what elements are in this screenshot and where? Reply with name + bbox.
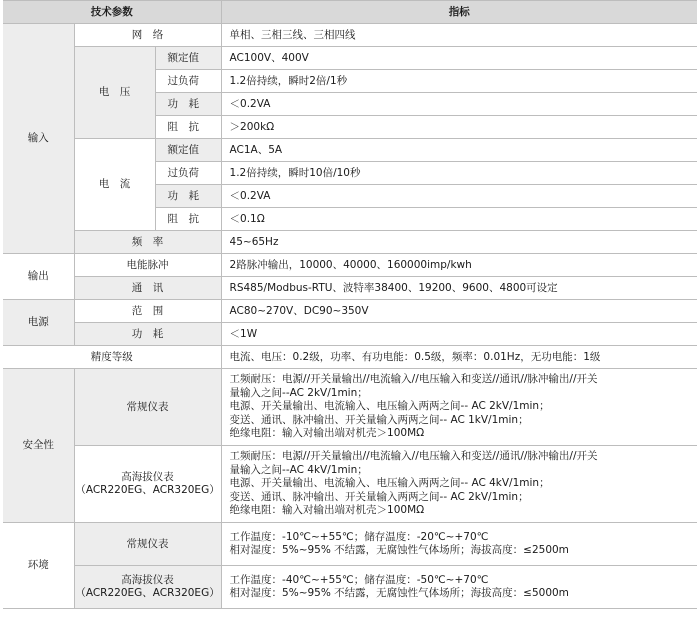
safety-high-line: 工频耐压：电源//开关量输出//电流输入//电压输入和变送//通讯//脉冲输出//开关: [229, 450, 598, 463]
consumption-value: ＜1W: [221, 323, 697, 346]
current-rated-value: AC1A、5A: [221, 139, 697, 162]
pulse-value: 2路脉冲输出，10000、40000、160000imp/kwh: [221, 254, 697, 277]
safety-standard-value: [221, 369, 697, 446]
pulse-label: 电能脉冲: [74, 254, 221, 277]
voltage-overload-label: 过负荷: [155, 70, 221, 93]
env-high-label: [74, 566, 221, 609]
row-safety-standard: [3, 369, 697, 446]
row-env-standard: [3, 523, 697, 566]
env-standard-line: 相对湿度：5%~95% 不结露，无腐蚀性气体场所；海拔高度：≤2500m: [229, 544, 569, 556]
frequency-value: 45~65Hz: [221, 231, 697, 254]
safety-high-value: [221, 446, 697, 523]
row-frequency: [3, 231, 697, 254]
current-impedance-label: 阻 抗: [155, 208, 221, 231]
group-input: 输入: [3, 24, 74, 254]
current-rated-label: 额定值: [155, 139, 221, 162]
header-index: 指标: [221, 1, 697, 24]
env-high-line: 相对湿度：5%~95% 不结露，无腐蚀性气体场所；海拔高度：≤5000m: [229, 587, 569, 599]
safety-standard-line: 电源、开关量输出、电流输入、电压输入两两之间-- AC 2kV/1min；: [229, 400, 550, 413]
comm-label: 通 讯: [74, 277, 221, 300]
env-standard-value: [221, 523, 697, 566]
current-overload-value: 1.2倍持续，瞬时10倍/10秒: [221, 162, 697, 185]
env-high-line: 工作温度：-40℃~+55℃；储存温度：-50℃~+70℃: [229, 573, 489, 586]
env-high-models: （ACR220EG、ACR320EG）: [75, 587, 220, 599]
safety-high-line: 量输入之间--AC 4kV/1min；: [229, 463, 368, 476]
safety-standard-line: 变送、通讯、脉冲输出、开关量输入两两之间-- AC 1kV/1min；: [229, 413, 529, 426]
row-network: [3, 24, 697, 47]
frequency-label: 频 率: [74, 231, 221, 254]
spec-table: [3, 0, 697, 609]
voltage-impedance-label: 阻 抗: [155, 116, 221, 139]
row-pulse: [3, 254, 697, 277]
safety-high-label: [74, 446, 221, 523]
voltage-impedance-value: ＞200kΩ: [221, 116, 697, 139]
env-high-value: [221, 566, 697, 609]
accuracy-label: 精度等级: [3, 346, 221, 369]
current-power-value: ＜0.2VA: [221, 185, 697, 208]
safety-high-line: 绝缘电阻：输入对输出端对机壳＞100MΩ: [229, 504, 425, 517]
safety-standard-label: 常规仪表: [74, 369, 221, 446]
safety-high-line: 变送、通讯、脉冲输出、开关量输入两两之间-- AC 2kV/1min；: [229, 490, 529, 503]
env-standard-line: 工作温度：-10℃~+55℃；储存温度：-20℃~+70℃: [229, 530, 489, 543]
group-safety: 安全性: [3, 369, 74, 523]
row-current-rated: [3, 139, 697, 162]
row-safety-high: [3, 446, 697, 523]
voltage-power-value: ＜0.2VA: [221, 93, 697, 116]
current-impedance-value: ＜0.1Ω: [221, 208, 697, 231]
range-label: 范 围: [74, 300, 221, 323]
current-power-label: 功 耗: [155, 185, 221, 208]
safety-high-models: （ACR220EG、ACR320EG）: [75, 484, 220, 496]
current-overload-label: 过负荷: [155, 162, 221, 185]
network-value: 单相、三相三线、三相四线: [221, 24, 697, 47]
row-range: [3, 300, 697, 323]
safety-standard-line: 绝缘电阻：输入对输出端对机壳＞100MΩ: [229, 427, 425, 440]
comm-value: RS485/Modbus-RTU、波特率38400、19200、9600、4800可设定: [221, 277, 697, 300]
range-value: AC80~270V、DC90~350V: [221, 300, 697, 323]
row-env-high: [3, 566, 697, 609]
header-param: 技术参数: [3, 1, 221, 24]
group-output: 输出: [3, 254, 74, 300]
safety-high-name: 高海拔仪表: [121, 471, 174, 483]
current-label: 电 流: [74, 139, 155, 231]
voltage-power-label: 功 耗: [155, 93, 221, 116]
row-voltage-rated: [3, 47, 697, 70]
accuracy-value: 电流、电压：0.2级，功率、有功电能：0.5级，频率：0.01Hz，无功电能：1级: [221, 346, 697, 369]
row-comm: [3, 277, 697, 300]
network-label: 网 络: [74, 24, 221, 47]
group-power: 电源: [3, 300, 74, 346]
header-row: [3, 1, 697, 24]
consumption-label: 功 耗: [74, 323, 221, 346]
safety-high-line: 电源、开关量输出、电流输入、电压输入两两之间-- AC 4kV/1min；: [229, 477, 550, 490]
env-standard-label: 常规仪表: [74, 523, 221, 566]
voltage-rated-label: 额定值: [155, 47, 221, 70]
safety-standard-line: 工频耐压：电源//开关量输出//电流输入//电压输入和变送//通讯//脉冲输出//开关: [229, 373, 598, 386]
group-environment: 环境: [3, 523, 74, 609]
voltage-label: 电 压: [74, 47, 155, 139]
row-consumption: [3, 323, 697, 346]
voltage-rated-value: AC100V、400V: [221, 47, 697, 70]
voltage-overload-value: 1.2倍持续，瞬时2倍/1秒: [221, 70, 697, 93]
env-high-name: 高海拔仪表: [121, 574, 174, 586]
safety-standard-line: 量输入之间--AC 2kV/1min；: [229, 386, 368, 399]
row-accuracy: [3, 346, 697, 369]
